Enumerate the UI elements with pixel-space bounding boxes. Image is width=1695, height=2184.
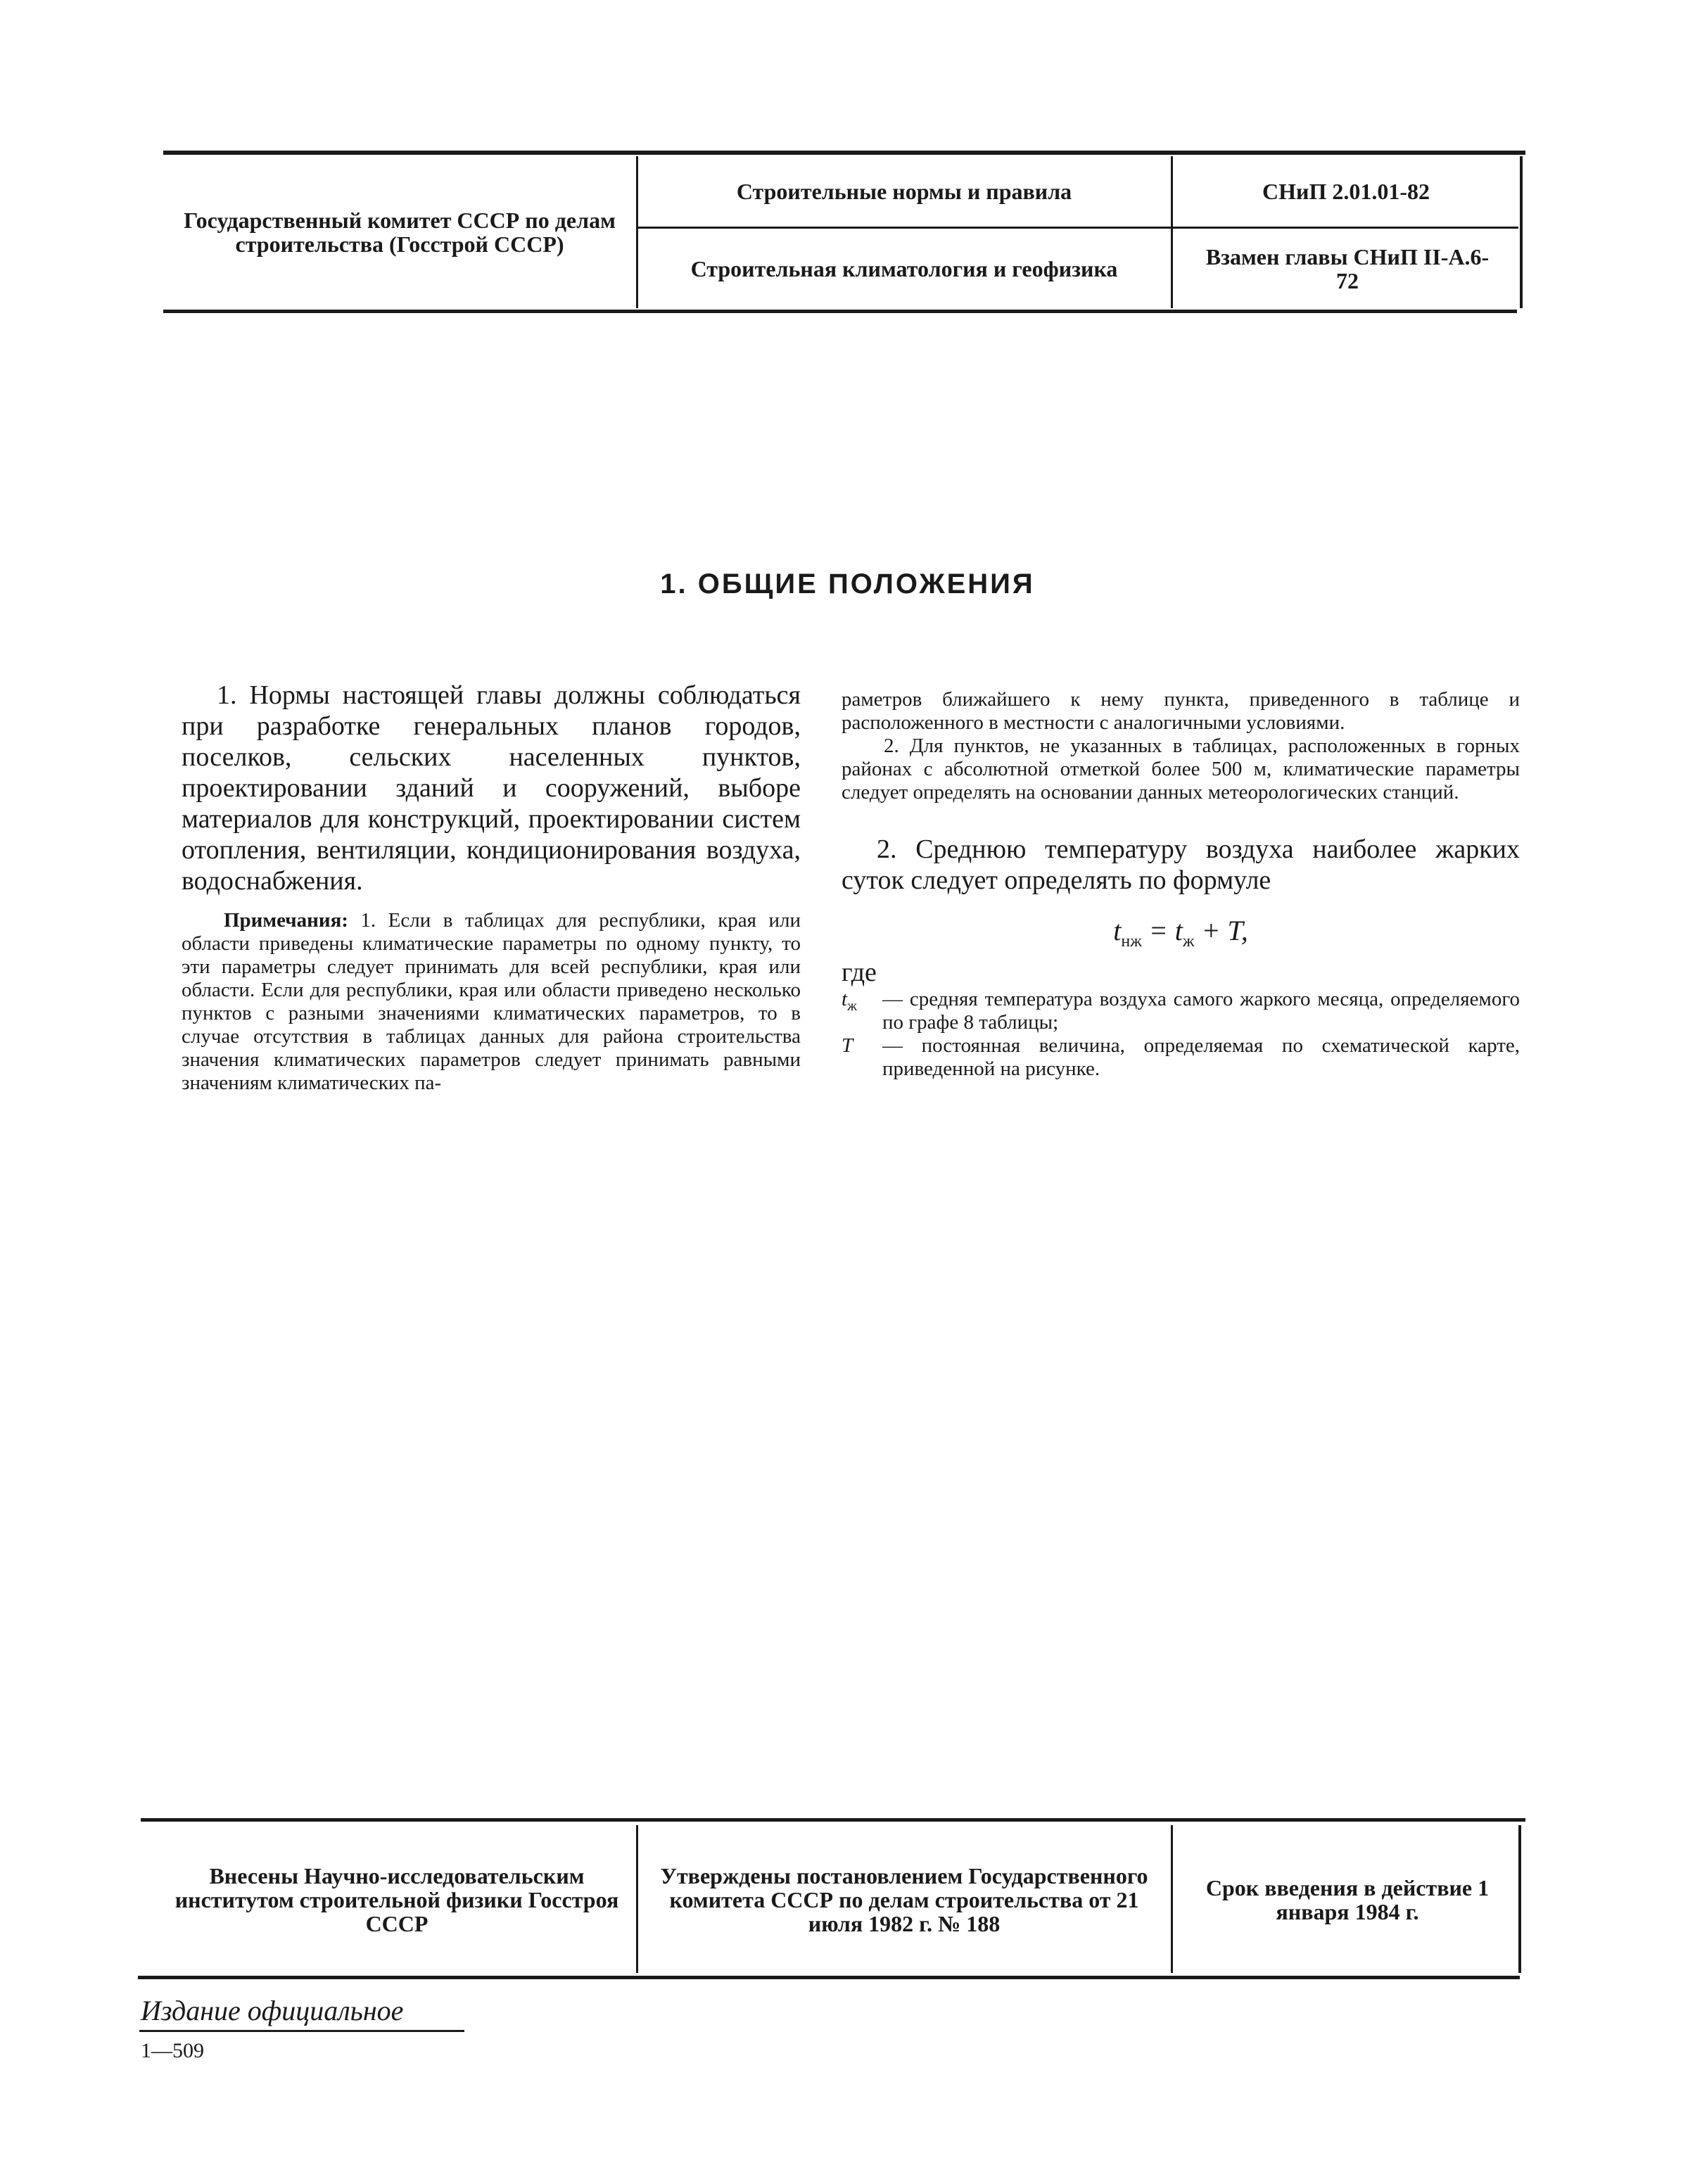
official-underline	[139, 2030, 464, 2032]
left-column	[182, 680, 801, 1095]
footer-introduced: Внесены Научно-исследовательским институтом строительной физики Госстроя СССР	[174, 1863, 619, 1936]
print-code: 1—509	[141, 2039, 204, 2062]
header-org: Государственный комитет СССР по делам строительства (Госстрой СССР)	[184, 208, 616, 257]
header-replaces: Взамен главы СНиП II-А.6-72	[1205, 244, 1490, 293]
note-2: 2. Для пунктов, не указанных в таблицах, расположенных в горных районах с абсолютной отметкой более 500 м, климатические параметры следует определять на основании данных метеорологических станций.	[842, 735, 1520, 804]
note-1: 1. Если в таблицах для республики, края или области приведены климатические параметры по одному пункту, то эти параметры следует принимать для всей республики, края или области. Если для республики, края или области приведено несколько пунктов с разными значениями климатических параметров, то в случае отсутствия в таблицах данных для района строительства значения климатических параметров следует принимать равными значениям климатических па-	[182, 909, 801, 1094]
footer-approved: Утверждены постановлением Государственного комитета СССР по делам строительства от 21 июля 1982 г. № 188	[660, 1863, 1148, 1936]
header-title-bottom: Строительная климатология и геофизика	[690, 256, 1118, 281]
where-label: где	[842, 958, 877, 987]
paragraph-1: 1. Нормы настоящей главы должны соблюдаться при разработке генеральных планов городов, поселков, сельских населенных пунктов, проектировании зданий и сооружений, выборе материалов для конструкций, проектировании систем отопления, вентиляции, кондиционирования воздуха, водоснабжения.	[182, 680, 801, 896]
footer-effective: Срок введения в действие 1 января 1984 г.	[1205, 1875, 1490, 1924]
header-title-top: Строительные нормы и правила	[736, 179, 1072, 204]
formula: $t_{нж} = t_ж + T$,	[1113, 915, 1248, 951]
section-title: 1. ОБЩИЕ ПОЛОЖЕНИЯ	[660, 569, 1035, 599]
paragraph-2: 2. Среднюю температуру воздуха наиболее жарких суток следует определять по формуле	[842, 834, 1520, 895]
right-column	[842, 688, 1520, 1081]
notes-label: Примечания:	[224, 909, 348, 932]
definition-row: $t_ж$ — средняя температура воздуха самого жаркого месяца, определяемого по графе 8 таблицы;	[842, 988, 1520, 1034]
official-edition: Издание официальное	[141, 1995, 404, 2026]
note-1-continued: раметров ближайшего к нему пункта, приведенного в таблице и расположенного в местности с аналогичными условиями.	[842, 688, 1520, 734]
header-code: СНиП 2.01.01-82	[1262, 179, 1430, 204]
definitions	[842, 988, 1520, 1081]
definition-row: T — постоянная величина, определяемая по схематической карте, приведенной на рисунке.	[842, 1034, 1520, 1080]
notes	[182, 909, 801, 1095]
